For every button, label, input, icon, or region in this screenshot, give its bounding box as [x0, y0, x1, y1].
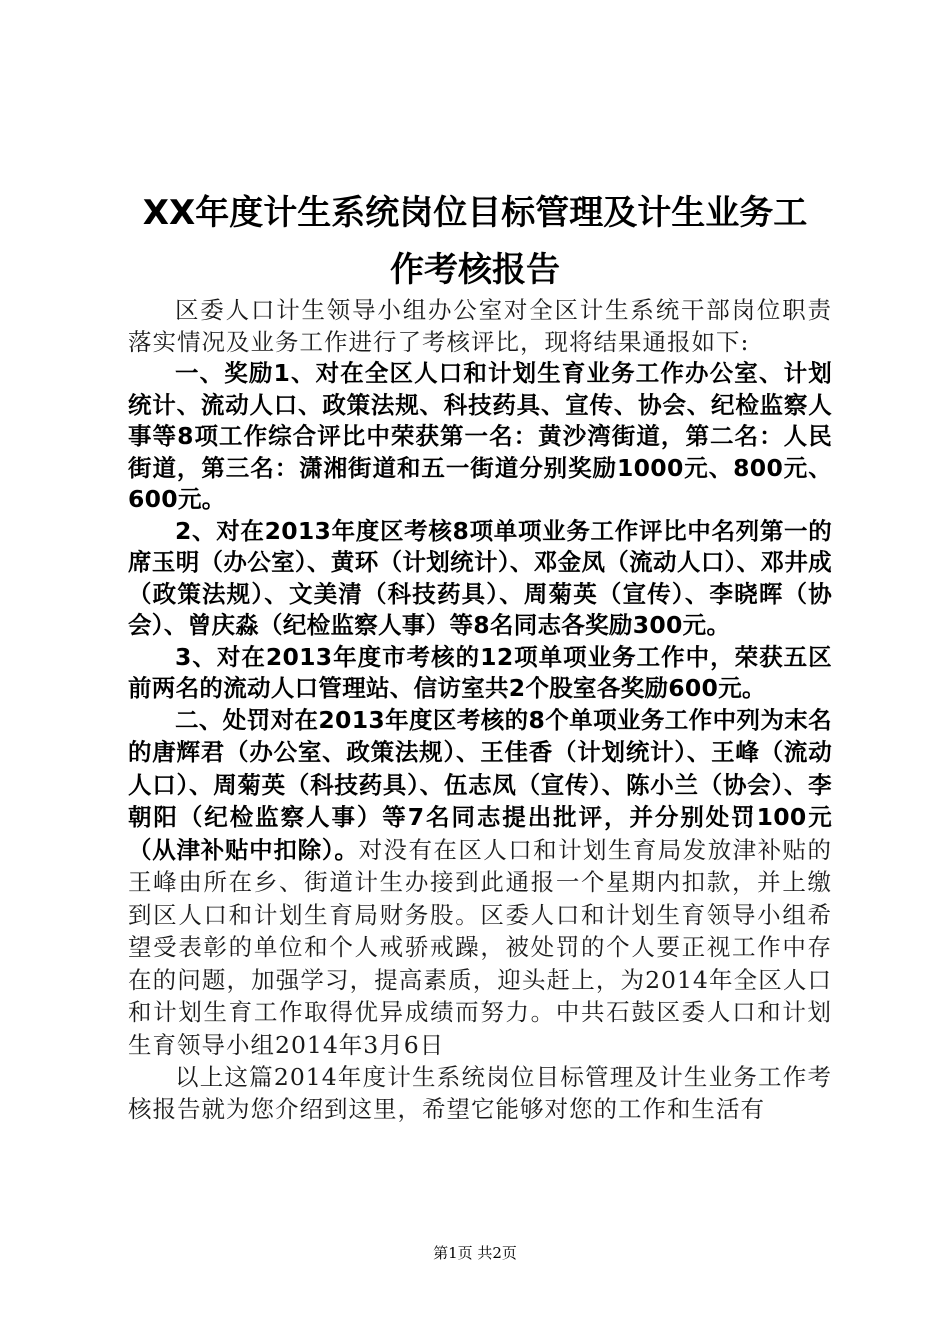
paragraph-reward-2: 2、对在2013年度区考核8项单项业务工作评比中名列第一的席玉明（办公室）、黄环（计划统计）、邓金凤（流动人口）、邓井成（政策法规）、文美清（科技药具）、周菊英（宣传）、李晓晖（协会）、曾庆淼（纪检监察人事）等8名同志各奖励300元。	[128, 516, 832, 639]
page-number-footer: 第1页 共2页	[433, 1244, 517, 1262]
document-title-line-1: XX年度计生系统岗位目标管理及计生业务工	[142, 193, 808, 233]
paragraph-reward-1: 一、奖励1、对在全区人口和计划生育业务工作办公室、计划统计、流动人口、政策法规、科技药具、宣传、协会、纪检监察人事等8项工作综合评比中荣获第一名：黄沙湾街道，第二名：人民街道，第三名：潇湘街道和五一街道分别奖励1000元、800元、600元。	[128, 359, 832, 513]
paragraph-reward-3: 3、对在2013年度市考核的12项单项业务工作中，荣获五区前两名的流动人口管理站、信访室共2个股室各奖励600元。	[128, 642, 832, 702]
document-body	[128, 295, 832, 1125]
paragraph-intro: 区委人口计生领导小组办公室对全区计生系统干部岗位职责落实情况及业务工作进行了考核评比，现将结果通报如下:	[128, 296, 832, 356]
penalty-followup-text: 对没有在区人口和计划生育局发放津补贴的王峰由所在乡、街道计生办接到此通报一个星期内扣款，并上缴到区人口和计划生育局财务股。区委人口和计划生育领导小组希望受表彰的单位和个人戒骄戒躁，被处罚的个人要正视工作中存在的问题，加强学习，提高素质，迎头赶上，为2014年全区人口和计划生育工作取得优异成绩而努力。中共石鼓区委人口和计划生育领导小组2014年3月6日	[128, 835, 832, 1059]
paragraph-closing: 以上这篇2014年度计生系统岗位目标管理及计生业务工作考核报告就为您介绍到这里，希望它能够对您的工作和生活有	[128, 1063, 832, 1123]
penalty-text: 二、处罚对在2013年度区考核的8个单项业务工作中列为末名的唐辉君（办公室、政策法规）、王佳香（计划统计）、王峰（流动人口）、周菊英（科技药具）、伍志凤（宣传）、陈小兰（协会）、李朝阳（纪检监察人事）等7名同志提出批评，并分别处罚100元（从津补贴中扣除）。	[128, 705, 832, 864]
document-title-line-2: 作考核报告	[390, 250, 560, 290]
paragraph-penalty	[128, 705, 832, 1063]
